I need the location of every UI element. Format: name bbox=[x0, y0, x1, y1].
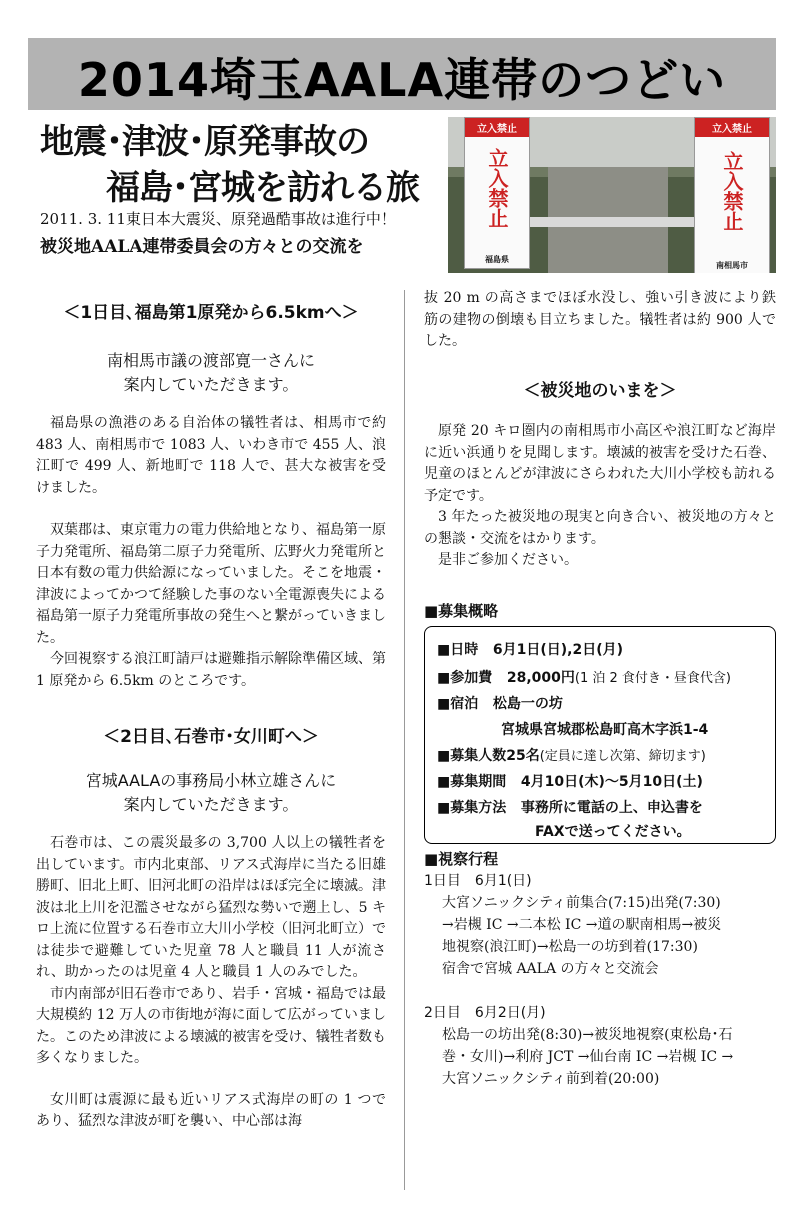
recruit-method-value1: 事務所に電話の上、申込書を bbox=[520, 800, 703, 816]
now-paragraph3: 是非ご参加ください。 bbox=[438, 552, 578, 568]
day2-paragraph3-continued: 抜 20 m の高さまでほぼ水没し、強い引き波により鉄筋の建物の倒壊も目立ちました。犠牲者は約 900 人でした。 bbox=[424, 290, 776, 349]
now-heading: ＜被災地のいまを＞ bbox=[523, 381, 677, 401]
now-section bbox=[424, 376, 776, 572]
recruit-stay-value: 松島一の坊 bbox=[492, 696, 563, 712]
day1-paragraph2: 双葉郡は、東京電力の電力供給地となり、福島第一原子力発電所、福島第二原子力発電所、広野火力発電所と日本有数の電力供給源になっていました。そこを地震・津波によってかつて経験した事のない全電源喪失による福島第一原子力発電所事故の発生へと繋がっていきました。 bbox=[36, 522, 386, 646]
day1-paragraph1: 福島県の漁港のある自治体の犠牲者は、相馬市で約 483 人、南相馬市で 1083 人、いわき市で 455 人、浪江町で 499 人、新地町で 118 人で、甚大な被害を受けました。 bbox=[36, 415, 386, 496]
schedule-day1-line4: 宿舎で宮城 AALA の方々と交流会 bbox=[442, 961, 659, 977]
day2-section bbox=[36, 722, 386, 1133]
day1-guide-line2: 案内していただきます。 bbox=[123, 375, 299, 394]
recruit-date-row bbox=[437, 639, 623, 659]
recruit-capacity-label: ■募集人数25名 bbox=[437, 748, 540, 764]
schedule-day1-line1: 大宮ソニックシティ前集合(7:15)出発(7:30) bbox=[442, 895, 721, 911]
recruit-fee-label: ■参加費 bbox=[437, 670, 493, 686]
recruit-method-value2: FAXで送ってください。 bbox=[535, 824, 691, 840]
schedule-day1-label: 1日目 6月1(日) bbox=[424, 873, 532, 889]
now-paragraph1: 原発 20 キロ圏内の南相馬市小高区や浪江町など海岸に近い浜通りを見聞します。壊滅的被害を受けた石巻、児童のほとんどが津波にさらわれた大川小学校も訪れる予定です。 bbox=[424, 423, 776, 504]
column-divider bbox=[404, 290, 405, 1190]
schedule-day2-line2: 巻・女川)→利府 JCT →仙台南 IC →岩槻 IC → bbox=[442, 1049, 734, 1065]
recruit-stay-address: 宮城県宮城郡松島町高木字浜1-4 bbox=[501, 722, 709, 738]
recruit-method-label: ■募集方法 bbox=[437, 800, 507, 816]
recruit-capacity-note: (定員に達し次第、締切ます) bbox=[539, 749, 706, 764]
no-entry-sign-minamisoma bbox=[694, 117, 770, 273]
recruit-date-label: ■日時 bbox=[437, 642, 479, 658]
recruit-period-row bbox=[437, 771, 703, 791]
no-entry-sign-fukushima bbox=[464, 117, 530, 269]
recruit-heading: ■募集概略 bbox=[424, 602, 499, 620]
recruit-period-value: 4月10日(木)～5月10日(土) bbox=[520, 774, 703, 790]
day2-paragraph1: 石巻市は、この震災最多の 3,700 人以上の犠牲者を出しています。市内北東部、リアス式海岸に当たる旧雄勝町、旧北上町、旧河北町の沿岸はほぼ完全に壊滅。津波は北上川を氾濫させながら猛烈な勢いで遡上し、5 キロ上流に位置する石巻市立大川小学校（旧河北町立）では徒歩で避難していた児童 78 人と職員 11 人が流され、助かったのは児童 4 人と職員 1 人のみでした。 bbox=[36, 835, 386, 980]
day2-guide-line1: 宮城AALAの事務局小林立雄さんに bbox=[85, 771, 337, 790]
recruit-stay-row bbox=[437, 693, 563, 713]
headline-line2: 福島･宮城を訪れる旅 bbox=[106, 168, 419, 208]
page-title: 2014埼玉AALA連帯のつどい bbox=[77, 53, 727, 107]
day2-paragraph3: 女川町は震源に最も近いリアス式海岸の町の 1 つであり、猛烈な津波が町を襲い、中心部は海 bbox=[36, 1091, 386, 1129]
schedule-day1-line3: 地視察(浪江町)→松島一の坊到着(17:30) bbox=[442, 939, 698, 955]
recruit-period-label: ■募集期間 bbox=[437, 774, 507, 790]
day1-heading: ＜1日目､福島第1原発から6.5kmへ＞ bbox=[63, 303, 359, 323]
schedule-section bbox=[424, 848, 776, 1090]
schedule-day2-line3: 大宮ソニックシティ前到着(20:00) bbox=[442, 1071, 660, 1087]
sign-header: 立入禁止 bbox=[465, 118, 529, 137]
sign-footer: 南相馬市 bbox=[716, 261, 748, 270]
sign-main-text: 立入禁止 bbox=[720, 151, 744, 231]
recruit-date-value: 6月1日(日),2日(月) bbox=[492, 642, 623, 658]
day2-guide-line2: 案内していただきます。 bbox=[123, 795, 299, 814]
recruit-capacity-row bbox=[437, 745, 706, 765]
day1-paragraph3: 今回視察する浪江町請戸は避難指示解除準備区域、第 1 原発から 6.5km のところです。 bbox=[36, 651, 386, 689]
schedule-day2-line1: 松島一の坊出発(8:30)→被災地視察(東松島･石 bbox=[442, 1027, 733, 1043]
recruit-method-row bbox=[437, 797, 703, 817]
recruit-box bbox=[424, 626, 776, 844]
headline-line1: 地震･津波･原発事故の bbox=[40, 122, 369, 162]
sign-header: 立入禁止 bbox=[695, 118, 769, 137]
recruit-fee-note: (1 泊 2 食付き・昼食代含) bbox=[574, 671, 731, 686]
headline-sub1: 2011. 3. 11東日本大震災、原発過酷事故は進行中！ bbox=[40, 210, 396, 228]
sign-footer: 福島県 bbox=[485, 255, 509, 264]
day1-section bbox=[36, 298, 386, 692]
recruit-fee-row bbox=[437, 667, 731, 687]
recruit-fee-value: 28,000円 bbox=[506, 670, 575, 686]
sign-main-text: 立入禁止 bbox=[485, 148, 509, 228]
schedule-heading: ■視察行程 bbox=[424, 850, 499, 868]
schedule-day1-line2: →岩槻 IC →二本松 IC →道の駅南相馬→被災 bbox=[442, 917, 722, 933]
title-banner bbox=[28, 38, 776, 110]
day2-paragraph2: 市内南部が旧石巻市であり、岩手・宮城・福島では最大規模約 12 万人の市街地が海に面して広がっていました。このため津波による壊滅的被害を受け、犠牲者数も多くなりました。 bbox=[36, 985, 386, 1066]
day2-heading: ＜2日目､石巻市･女川町へ＞ bbox=[103, 727, 319, 747]
now-paragraph2: 3 年たった被災地の現実と向き合い、被災地の方々との懇談・交流をはかります。 bbox=[424, 509, 776, 547]
day2-continued bbox=[424, 288, 776, 353]
day1-guide-line1: 南相馬市議の渡部寛一さんに bbox=[106, 351, 315, 370]
schedule-day2-label: 2日目 6月2日(月) bbox=[424, 1005, 546, 1021]
recruit-stay-label: ■宿泊 bbox=[437, 696, 479, 712]
restricted-area-photo bbox=[448, 117, 776, 273]
headline-sub2: 被災地AALA連帯委員会の方々との交流を bbox=[40, 237, 364, 257]
